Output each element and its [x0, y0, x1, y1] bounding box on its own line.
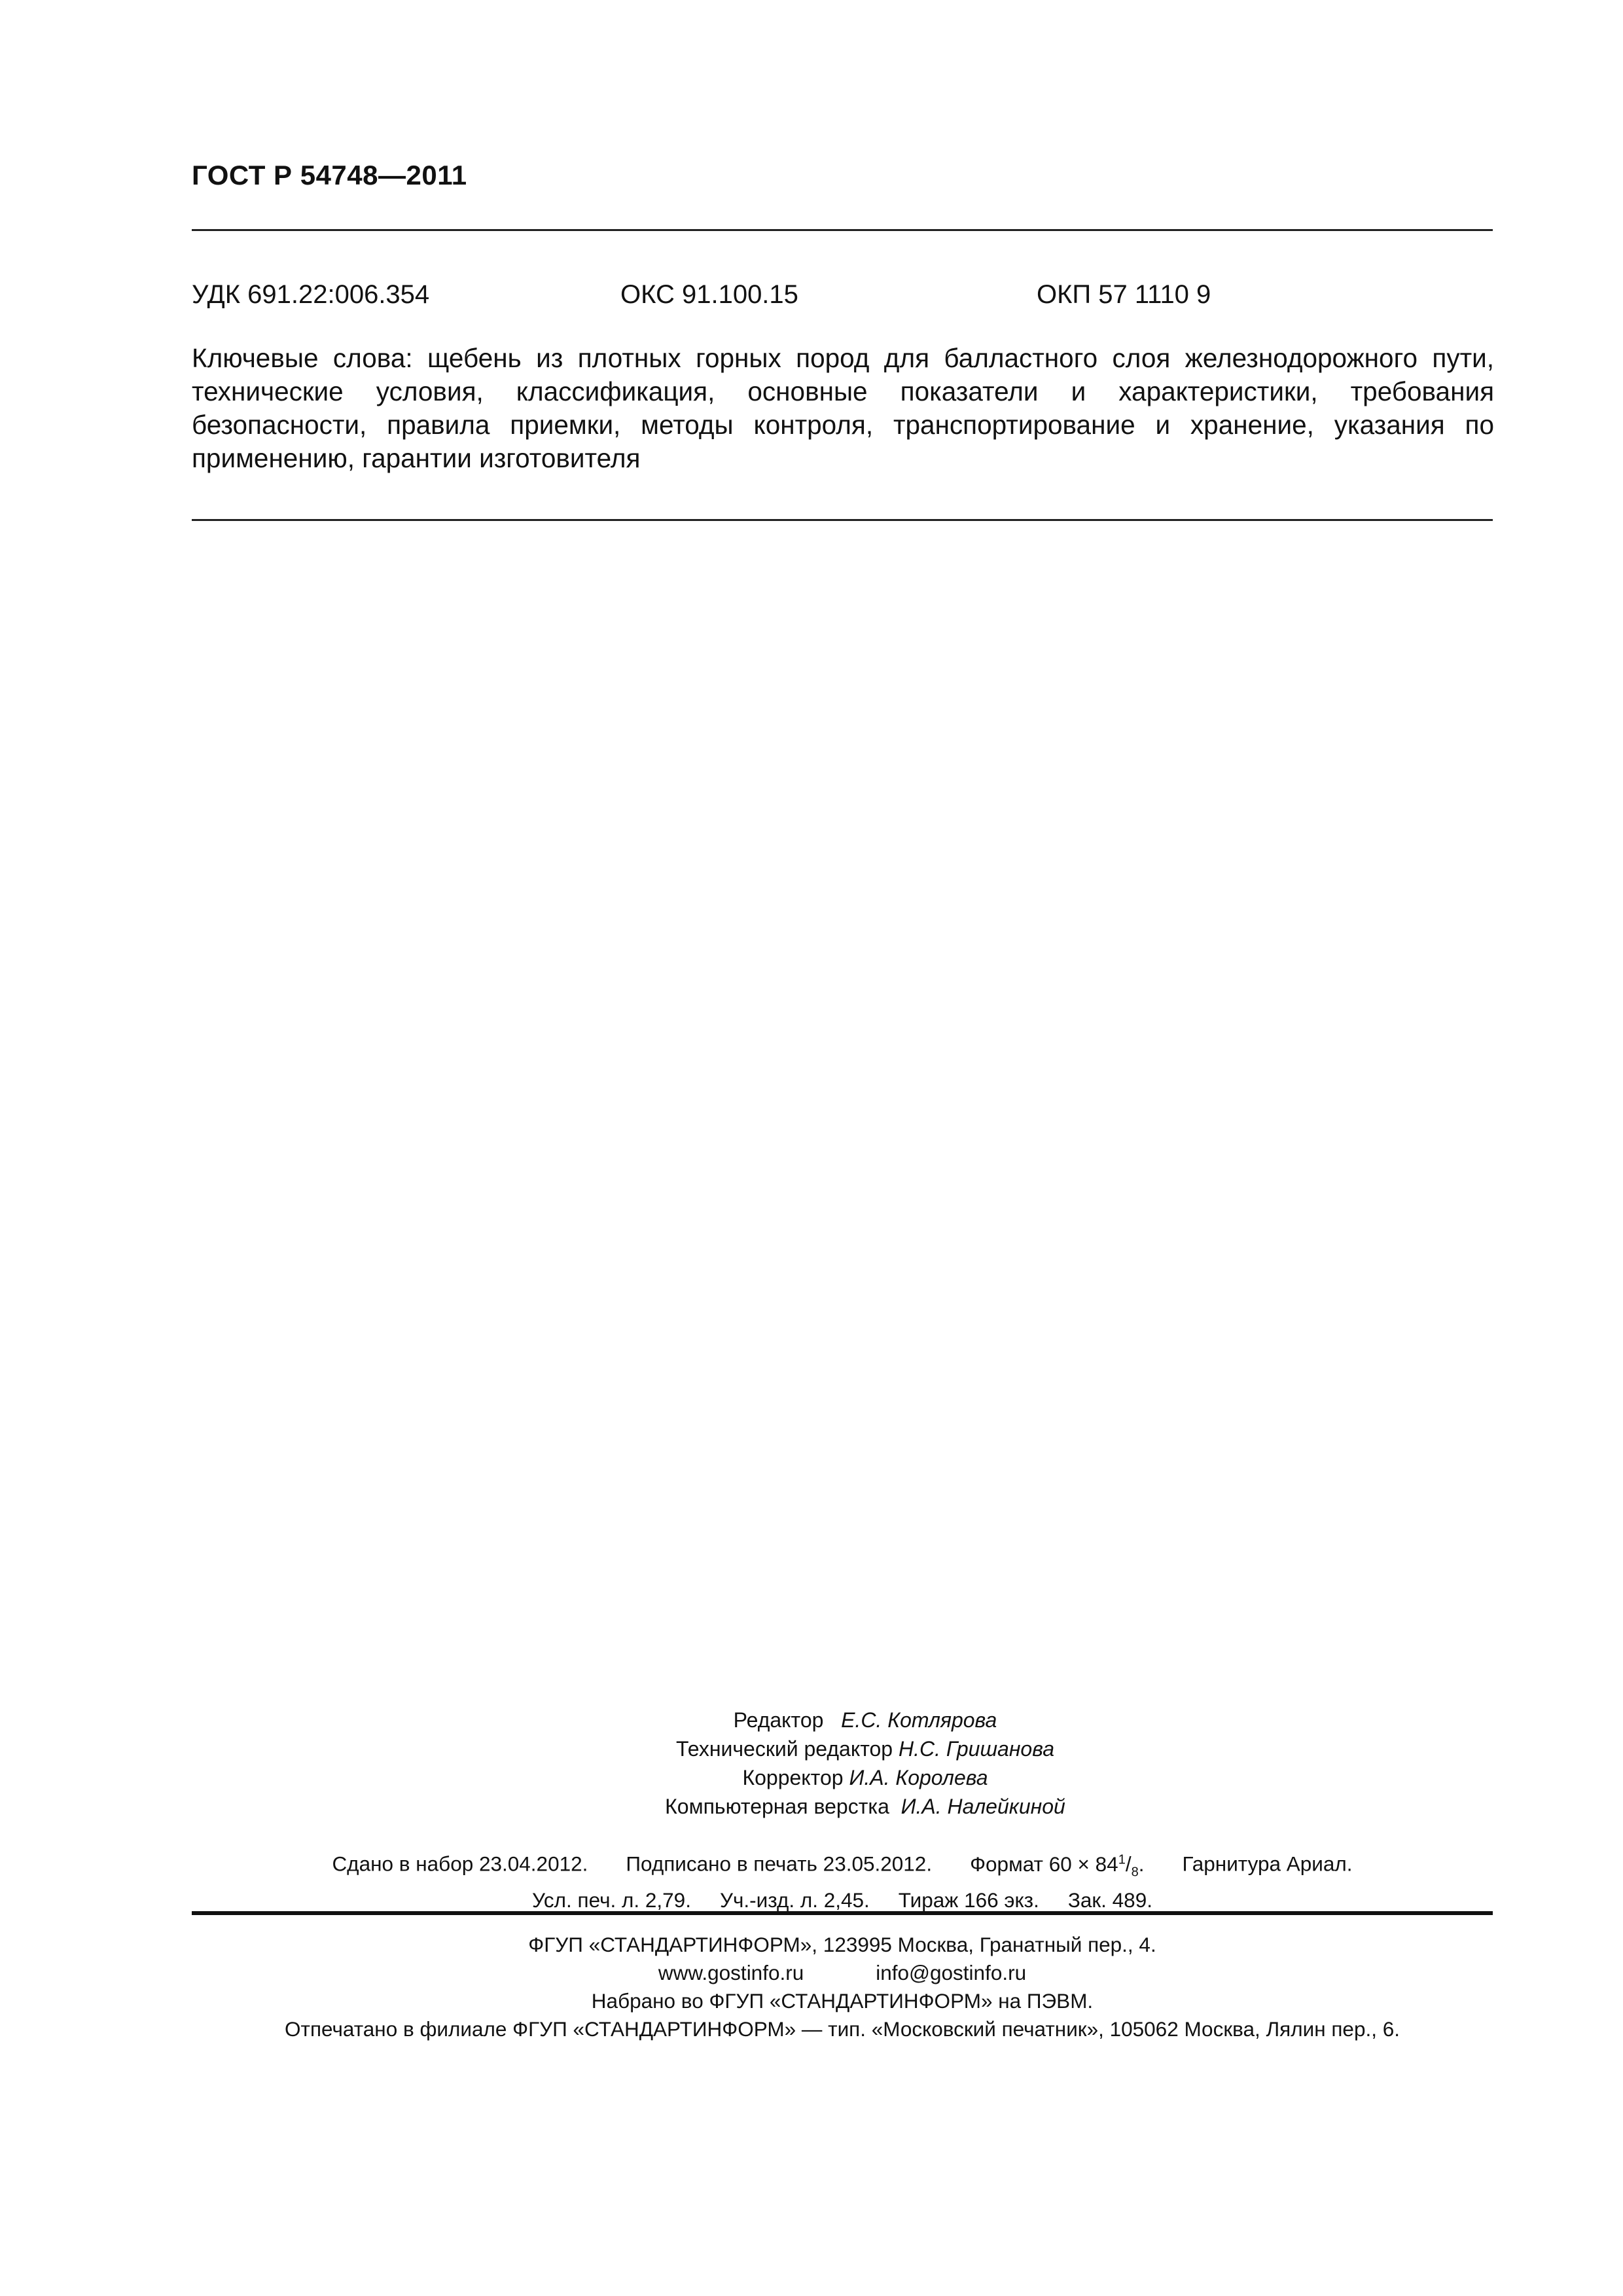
tech-editor-label: Технический редактор	[675, 1737, 893, 1761]
udk-code: УДК 691.22:006.354	[192, 280, 430, 309]
keywords-divider	[192, 519, 1493, 521]
editor-name: Е.С. Котлярова	[841, 1708, 997, 1732]
layout-name: И.А. Налейкиной	[901, 1795, 1065, 1818]
corrector-label: Корректор	[742, 1766, 844, 1789]
layout-line	[192, 1792, 1493, 1821]
typeface: Гарнитура Ариал.	[1182, 1852, 1353, 1876]
publication-sheets: Уч.-изд. л. 2,45.	[719, 1888, 870, 1912]
publisher-email[interactable]: info@gostinfo.ru	[876, 1961, 1027, 1984]
typeset-note: Набрано во ФГУП «СТАНДАРТИНФОРМ» на ПЭВМ.	[591, 1989, 1094, 2013]
publisher-website[interactable]: www.gostinfo.ru	[658, 1961, 804, 1984]
document-code: ГОСТ Р 54748—2011	[192, 160, 467, 190]
imprint-line-1	[192, 1846, 1493, 1886]
oks-code: ОКС 91.100.15	[620, 280, 798, 309]
editor-label: Редактор	[733, 1708, 824, 1732]
printed-note: Отпечатано в филиале ФГУП «СТАНДАРТИНФОРМ» — тип. «Московский печатник», 105062 Москва, Лялин пер., 6.	[285, 2017, 1400, 2041]
okp-code: ОКП 57 1110 9	[1037, 280, 1211, 309]
order-number: Зак. 489.	[1067, 1888, 1152, 1912]
staff-block	[192, 1706, 1493, 1821]
publisher-contacts	[192, 1959, 1493, 1987]
publisher-address: ФГУП «СТАНДАРТИНФОРМ», 123995 Москва, Гранатный пер., 4.	[528, 1933, 1156, 1956]
print-sheets: Усл. печ. л. 2,79.	[532, 1888, 691, 1912]
paper-format: Формат $60 \times 84^1/_8$.	[970, 1852, 1145, 1879]
publisher-block	[192, 1931, 1493, 2043]
submitted-date: Сдано в набор 23.04.2012.	[332, 1852, 588, 1876]
keywords-paragraph: Ключевые слова: щебень из плотных горных пород для балластного слоя железнодорожного пути, технические условия, классификация, основные показатели и характеристики, требования безопасности, правила приемки, методы контроля, транспортирование и хранение, указания по применению, гарантии изготовителя	[192, 343, 1494, 473]
imprint-line-2	[192, 1886, 1493, 1914]
editor-line	[192, 1706, 1493, 1734]
header-divider	[192, 229, 1493, 231]
imprint-divider	[192, 1911, 1493, 1915]
print-run: Тираж 166 экз.	[898, 1888, 1039, 1912]
corrector-name: И.А. Королева	[849, 1766, 988, 1789]
layout-label: Компьютерная верстка	[665, 1795, 889, 1818]
imprint-block	[192, 1846, 1493, 1914]
signed-date: Подписано в печать 23.05.2012.	[626, 1852, 933, 1876]
corrector-line	[192, 1763, 1493, 1792]
tech-editor-line	[192, 1734, 1493, 1763]
tech-editor-name: Н.С. Гришанова	[898, 1737, 1055, 1761]
